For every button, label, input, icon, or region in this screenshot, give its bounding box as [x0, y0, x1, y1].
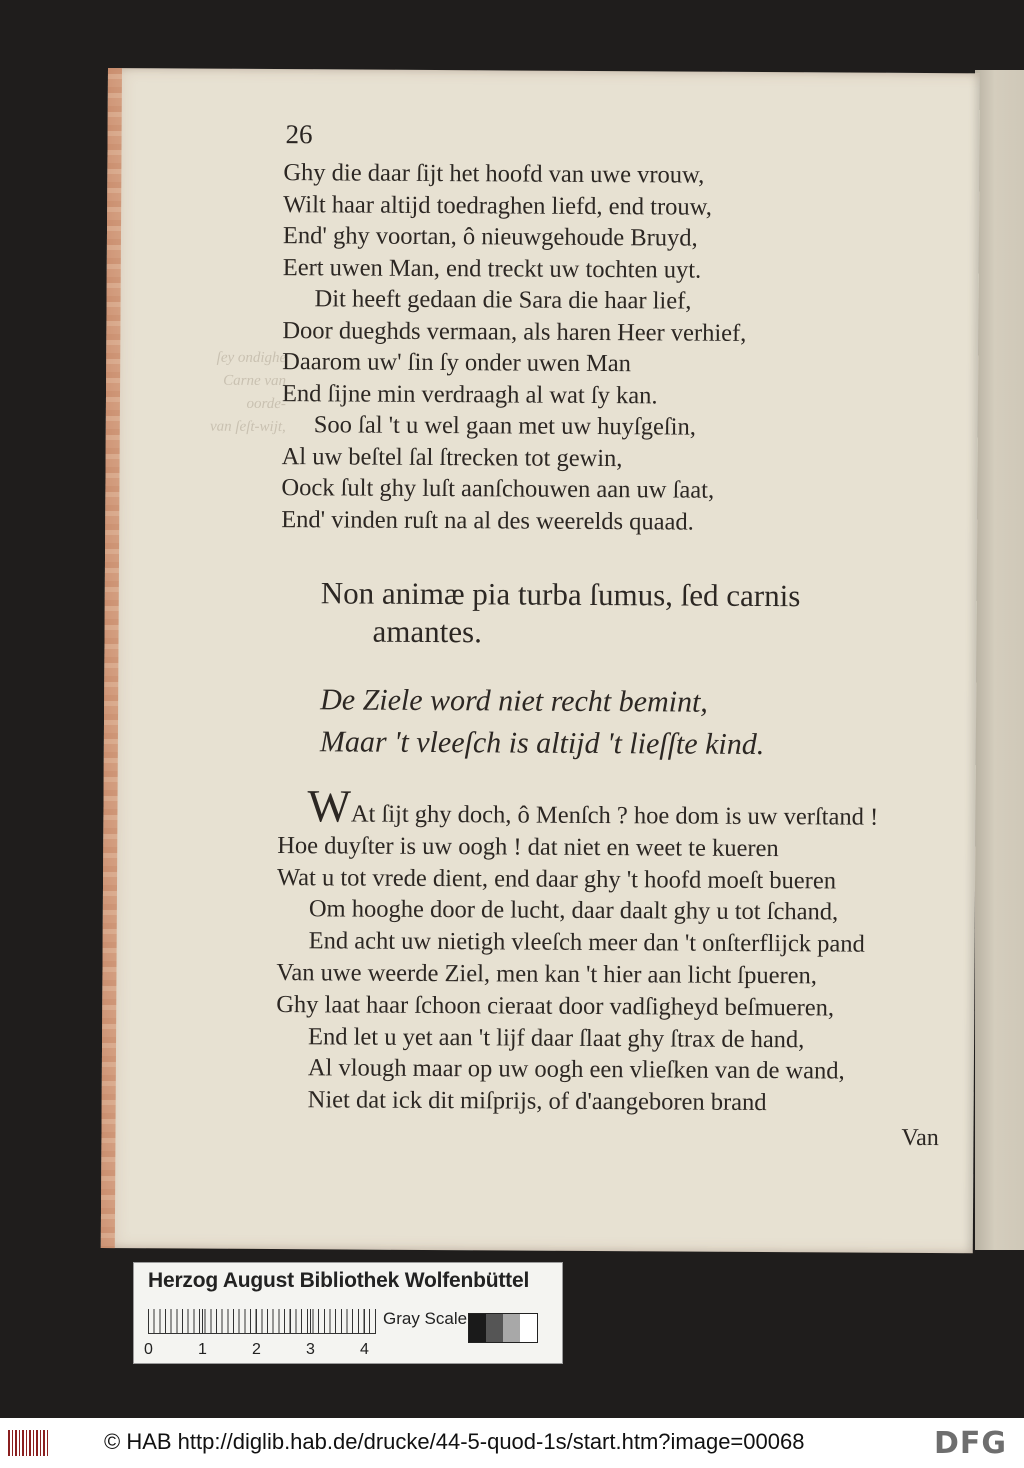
page-number: 26 — [285, 119, 313, 150]
library-color-card — [133, 1262, 563, 1364]
library-name: Herzog August Bibliothek Wolfenbüttel — [148, 1269, 530, 1292]
grayscale-strip — [468, 1313, 538, 1343]
grayscale-swatch — [520, 1314, 537, 1342]
poem-line: Soo ſal 't u wel gaan met uw huyſgeſin, — [313, 411, 696, 441]
grayscale-swatch — [503, 1314, 520, 1342]
couplet-line: De Ziele word niet recht bemint, — [320, 683, 708, 719]
sonnet-line: Hoe duyſter is uw oogh ! dat niet en weet te kueren — [277, 831, 779, 862]
ruler-major-tick — [364, 1309, 365, 1333]
sonnet — [276, 780, 879, 1120]
book-page — [101, 68, 980, 1253]
sonnet-line: Wat u tot vrede dient, end daar ghy 't hoofd moeſt bueren — [276, 863, 837, 895]
latin-motto — [320, 574, 800, 653]
poem-line: Dit heeft gedaan die Sara die haar lief, — [314, 285, 692, 315]
sonnet-line-text: At ſijt ghy doch, ô Menſch ? hoe dom is uw verſtand ! — [350, 800, 879, 831]
footer-bar — [0, 1418, 1024, 1468]
sonnet-line: Ghy laat haar ſchoon cieraat door vadſigheyd beſmueren, — [276, 990, 835, 1022]
sonnet-line — [277, 780, 879, 833]
poem-line: Oock ſult ghy luſt aanſchouwen aan uw ſaat, — [281, 474, 715, 504]
poem-line: Eert uwen Man, end treckt uw tochten uyt. — [282, 253, 702, 284]
poem-line: Ghy die daar ſijt het hoofd van uwe vrouw, — [283, 159, 705, 189]
source-url[interactable]: © HAB http://diglib.hab.de/drucke/44-5-quod-1s/start.htm?image=00068 — [104, 1429, 805, 1454]
motto-line: amantes. — [372, 613, 482, 650]
catchword: Van — [901, 1124, 939, 1152]
ruler-number: 1 — [198, 1341, 207, 1358]
measurement-ruler — [148, 1309, 376, 1334]
poem-line: Daarom uw' ſin ſy onder uwen Man — [282, 348, 631, 378]
poem-line: End' ghy voortan, ô nieuwgehoude Bruyd, — [282, 222, 698, 252]
poem-line: Al uw beſtel ſal ſtrecken tot gewin, — [281, 442, 623, 472]
grayscale-label: Gray Scale — [383, 1309, 468, 1328]
drop-cap: W — [307, 780, 352, 832]
ruler-number: 0 — [144, 1341, 153, 1358]
motto-line: Non animæ pia turba ſumus, ſed carnis — [320, 575, 801, 614]
ruler-major-tick — [310, 1309, 311, 1333]
grayscale-swatch — [469, 1314, 486, 1342]
sonnet-line: Van uwe weerde Ziel, men kan 't hier aan licht ſpueren, — [276, 959, 818, 990]
poem-stanza — [281, 157, 747, 538]
poem-line: Door dueghds vermaan, als haren Heer verhief, — [282, 316, 747, 347]
sonnet-line: Om hooghe door de lucht, daar daalt ghy u tot ſchand, — [308, 895, 839, 926]
sonnet-line: End acht uw nietigh vleeſch meer dan 't onſterflijck pand — [308, 927, 865, 958]
page-gutter-edge — [101, 68, 122, 1248]
dutch-couplet — [320, 679, 765, 766]
sonnet-line: Al vlough maar op uw oogh een vlieſken van de wand, — [307, 1054, 845, 1085]
poem-line: End' vinden ruſt na al des weerelds quaad. — [281, 505, 694, 536]
sonnet-line: Niet dat ick dit miſprijs, of d'aangeboren brand — [307, 1086, 767, 1117]
ruler-number: 3 — [306, 1341, 315, 1358]
ruler-major-tick — [148, 1309, 149, 1333]
dfg-logo: DFG — [934, 1426, 1008, 1461]
poem-line: Wilt haar altijd toedraghen liefd, end trouw, — [283, 190, 712, 221]
adjacent-page-edge — [975, 70, 1024, 1250]
ruler-major-tick — [256, 1309, 257, 1333]
grayscale-swatch — [486, 1314, 503, 1342]
ruler-number: 2 — [252, 1341, 261, 1358]
sonnet-line: End let u yet aan 't lijf daar ſlaat ghy ſtrax de hand, — [308, 1022, 805, 1053]
ruler-major-tick — [202, 1309, 203, 1333]
couplet-line: Maar 't vleeſch is altijd 't lieſſte kind. — [319, 725, 765, 762]
hab-logo-icon — [8, 1430, 48, 1456]
ruler-number: 4 — [360, 1341, 369, 1358]
poem-line: End ſijne min verdraagh al wat ſy kan. — [281, 379, 658, 409]
bleed-through-margin: ſey ondighe Carne van oorde- van ſeſt-wijt, — [209, 349, 287, 436]
